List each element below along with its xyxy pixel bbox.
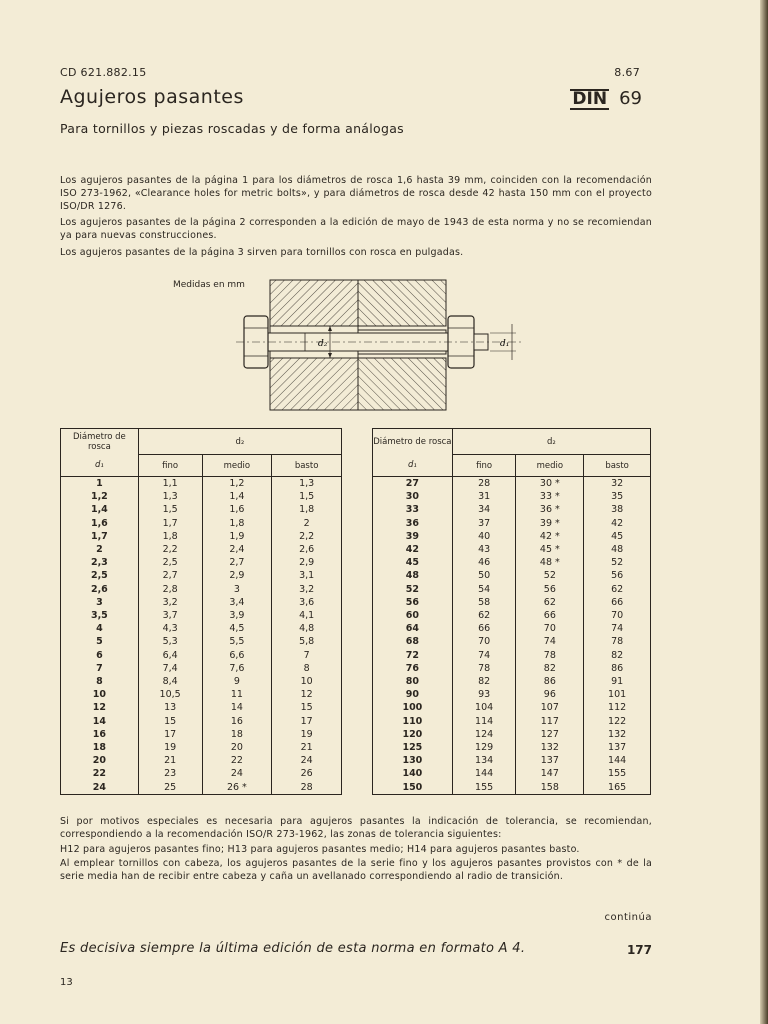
- fino-cell: 4,3: [138, 622, 202, 635]
- d2-dimension-label: d₂: [318, 339, 328, 349]
- page-edge: [760, 0, 768, 1024]
- fino-cell: 28: [452, 477, 516, 491]
- thread-diameter-cell: 2,6: [61, 583, 139, 596]
- fino-cell: 31: [452, 490, 516, 503]
- table-row: [373, 543, 651, 556]
- table-row: [61, 556, 342, 569]
- thread-diameter-cell: 3,5: [61, 609, 139, 622]
- basto-cell: 82: [584, 649, 651, 662]
- fino-cell: 58: [452, 596, 516, 609]
- thread-diameter-cell: 8: [61, 675, 139, 688]
- medio-cell: 74: [516, 635, 584, 648]
- thread-diameter-cell: 1,4: [61, 503, 139, 516]
- medio-cell: 20: [202, 741, 272, 754]
- medio-cell: 11: [202, 688, 272, 701]
- basto-cell: 10: [272, 675, 342, 688]
- thread-diameter-cell: 110: [373, 715, 453, 728]
- thread-diameter-cell: 2: [61, 543, 139, 556]
- medio-cell: 137: [516, 754, 584, 767]
- continues-label: continúa: [604, 912, 652, 923]
- basto-cell: 155: [584, 767, 651, 780]
- intro-paragraph: Los agujeros pasantes de la página 1 para los diámetros de rosca 1,6 hasta 39 mm, coinciden con la recomendación ISO 273-1962, «Clearance holes for metric bolts», y para diámetros de rosca desde 42 hasta 150 mm con el proyecto ISO/DR 1276.: [60, 175, 652, 212]
- thread-diameter-cell: 10: [61, 688, 139, 701]
- basto-cell: 101: [584, 688, 651, 701]
- thread-diameter-cell: 3: [61, 596, 139, 609]
- medio-cell: 36 *: [516, 503, 584, 516]
- page-number: 177: [626, 943, 652, 957]
- basto-cell: 45: [584, 530, 651, 543]
- thread-diameter-cell: 150: [373, 781, 453, 795]
- thread-diameter-cell: 72: [373, 649, 453, 662]
- footer-note: Es decisiva siempre la última edición de esta norma en formato A 4.: [60, 941, 526, 956]
- thread-diameter-cell: 4: [61, 622, 139, 635]
- d1-header: d₁: [373, 455, 453, 477]
- countersink-note: Al emplear tornillos con cabeza, los agujeros pasantes de la serie fino y los agujeros pasantes provistos con * de la serie media han de recibir entre cabeza y caña un avellanado correspondiendo al radio de transición.: [60, 858, 652, 882]
- basto-cell: 70: [584, 609, 651, 622]
- tolerance-note: Si por motivos especiales es necesaria para agujeros pasantes la indicación de tolerancia, se recomiendan, correspondiendo a la recomendación ISO/R 273-1962, las zonas de tolerancia siguientes:: [60, 816, 652, 840]
- basto-cell: 66: [584, 596, 651, 609]
- table-row: [373, 596, 651, 609]
- medio-cell: 30 *: [516, 477, 584, 491]
- basto-cell: 12: [272, 688, 342, 701]
- hole-table-right: [372, 428, 651, 795]
- basto-cell: 78: [584, 635, 651, 648]
- thread-diameter-cell: 27: [373, 477, 453, 491]
- medio-cell: 16: [202, 715, 272, 728]
- medio-cell: 5,5: [202, 635, 272, 648]
- thread-diameter-cell: 42: [373, 543, 453, 556]
- basto-cell: 35: [584, 490, 651, 503]
- basto-header: basto: [584, 455, 651, 477]
- medio-cell: 42 *: [516, 530, 584, 543]
- fino-cell: 93: [452, 688, 516, 701]
- thread-diameter-cell: 48: [373, 569, 453, 582]
- table-row: [61, 675, 342, 688]
- fino-cell: 124: [452, 728, 516, 741]
- table-row: [61, 715, 342, 728]
- fino-cell: 155: [452, 781, 516, 795]
- fino-cell: 1,3: [138, 490, 202, 503]
- page-title: Agujeros pasantes: [60, 86, 244, 108]
- thread-diameter-cell: 76: [373, 662, 453, 675]
- table-row: [61, 477, 342, 491]
- table-row: [373, 530, 651, 543]
- medio-header: medio: [516, 455, 584, 477]
- basto-cell: 56: [584, 569, 651, 582]
- thread-diameter-cell: 1,2: [61, 490, 139, 503]
- table-row: [61, 662, 342, 675]
- thread-diameter-cell: 39: [373, 530, 453, 543]
- basto-cell: 17: [272, 715, 342, 728]
- diam-header: Diámetro de rosca: [61, 429, 139, 455]
- basto-cell: 4,8: [272, 622, 342, 635]
- fino-cell: 74: [452, 649, 516, 662]
- table-row: [61, 767, 342, 780]
- basto-cell: 48: [584, 543, 651, 556]
- fino-cell: 70: [452, 635, 516, 648]
- table-row: [373, 622, 651, 635]
- basto-cell: 122: [584, 715, 651, 728]
- medio-cell: 2,9: [202, 569, 272, 582]
- thread-diameter-cell: 18: [61, 741, 139, 754]
- table-row: [61, 754, 342, 767]
- fino-cell: 23: [138, 767, 202, 780]
- medio-cell: 158: [516, 781, 584, 795]
- thread-diameter-cell: 7: [61, 662, 139, 675]
- fino-cell: 43: [452, 543, 516, 556]
- d2-header: d₂: [452, 429, 650, 455]
- fino-cell: 50: [452, 569, 516, 582]
- medio-cell: 147: [516, 767, 584, 780]
- table-row: [61, 583, 342, 596]
- basto-cell: 2,9: [272, 556, 342, 569]
- medio-cell: 1,9: [202, 530, 272, 543]
- din-label: [570, 88, 642, 110]
- thread-diameter-cell: 56: [373, 596, 453, 609]
- medio-cell: 1,2: [202, 477, 272, 491]
- table-row: [373, 741, 651, 754]
- fino-cell: 3,2: [138, 596, 202, 609]
- medio-cell: 39 *: [516, 517, 584, 530]
- thread-diameter-cell: 125: [373, 741, 453, 754]
- medio-cell: 107: [516, 701, 584, 714]
- fino-cell: 46: [452, 556, 516, 569]
- medio-cell: 14: [202, 701, 272, 714]
- intro-paragraph: Los agujeros pasantes de la página 3 sirven para tornillos con rosca en pulgadas.: [60, 247, 464, 258]
- medio-cell: 4,5: [202, 622, 272, 635]
- fino-cell: 10,5: [138, 688, 202, 701]
- fino-cell: 62: [452, 609, 516, 622]
- basto-cell: 32: [584, 477, 651, 491]
- fino-cell: 2,2: [138, 543, 202, 556]
- fino-cell: 134: [452, 754, 516, 767]
- table-row: [61, 728, 342, 741]
- basto-cell: 1,5: [272, 490, 342, 503]
- medio-cell: 3,9: [202, 609, 272, 622]
- medio-cell: 7,6: [202, 662, 272, 675]
- medio-cell: 86: [516, 675, 584, 688]
- fino-cell: 78: [452, 662, 516, 675]
- bolt-hole-drawing: [150, 270, 530, 420]
- fino-cell: 3,7: [138, 609, 202, 622]
- thread-diameter-cell: 24: [61, 781, 139, 795]
- table-row: [61, 569, 342, 582]
- table-row: [373, 767, 651, 780]
- medio-cell: 52: [516, 569, 584, 582]
- medio-cell: 132: [516, 741, 584, 754]
- table-row: [61, 596, 342, 609]
- thread-diameter-cell: 45: [373, 556, 453, 569]
- thread-diameter-cell: 80: [373, 675, 453, 688]
- thread-diameter-cell: 1,7: [61, 530, 139, 543]
- medio-cell: 66: [516, 609, 584, 622]
- fino-cell: 6,4: [138, 649, 202, 662]
- medio-cell: 62: [516, 596, 584, 609]
- thread-diameter-cell: 2,5: [61, 569, 139, 582]
- table-row: [61, 635, 342, 648]
- din-number: 69: [619, 88, 642, 109]
- table-row: [61, 503, 342, 516]
- basto-cell: 132: [584, 728, 651, 741]
- fino-cell: 54: [452, 583, 516, 596]
- medio-cell: 33 *: [516, 490, 584, 503]
- medio-cell: 6,6: [202, 649, 272, 662]
- table-row: [373, 517, 651, 530]
- thread-diameter-cell: 100: [373, 701, 453, 714]
- thread-diameter-cell: 140: [373, 767, 453, 780]
- medio-cell: 26 *: [202, 781, 272, 795]
- fino-cell: 5,3: [138, 635, 202, 648]
- basto-cell: 52: [584, 556, 651, 569]
- fino-cell: 1,8: [138, 530, 202, 543]
- thread-diameter-cell: 120: [373, 728, 453, 741]
- table-row: [373, 649, 651, 662]
- table-row: [373, 754, 651, 767]
- basto-cell: 165: [584, 781, 651, 795]
- table-row: [61, 517, 342, 530]
- basto-cell: 3,6: [272, 596, 342, 609]
- medio-cell: 9: [202, 675, 272, 688]
- fino-cell: 15: [138, 715, 202, 728]
- fino-cell: 40: [452, 530, 516, 543]
- table-row: [373, 662, 651, 675]
- fino-cell: 2,8: [138, 583, 202, 596]
- cdu-code: CD 621.882.15: [60, 66, 147, 79]
- table-row: [373, 503, 651, 516]
- medio-cell: 18: [202, 728, 272, 741]
- medio-cell: 24: [202, 767, 272, 780]
- fino-cell: 21: [138, 754, 202, 767]
- basto-cell: 3,1: [272, 569, 342, 582]
- medio-cell: 82: [516, 662, 584, 675]
- drawing-units-label: Medidas en mm: [173, 280, 245, 290]
- thread-diameter-cell: 33: [373, 503, 453, 516]
- intro-paragraph: Los agujeros pasantes de la página 2 corresponden a la edición de mayo de 1943 de esta norma y no se recomiendan ya para nuevas construcciones.: [60, 217, 652, 241]
- medio-cell: 2,4: [202, 543, 272, 556]
- medio-cell: 78: [516, 649, 584, 662]
- table-row: [61, 609, 342, 622]
- tolerance-zones-note: H12 para agujeros pasantes fino; H13 para agujeros pasantes medio; H14 para agujeros pasantes basto.: [60, 844, 580, 855]
- basto-cell: 8: [272, 662, 342, 675]
- basto-cell: 21: [272, 741, 342, 754]
- table-row: [373, 477, 651, 491]
- thread-diameter-cell: 1,6: [61, 517, 139, 530]
- sheet-number: 8.67: [614, 66, 640, 79]
- page-subtitle: Para tornillos y piezas roscadas y de forma análogas: [60, 121, 404, 136]
- table-row: [61, 543, 342, 556]
- thread-diameter-cell: 68: [373, 635, 453, 648]
- basto-cell: 3,2: [272, 583, 342, 596]
- basto-cell: 26: [272, 767, 342, 780]
- thread-diameter-cell: 36: [373, 517, 453, 530]
- medio-cell: 56: [516, 583, 584, 596]
- medio-cell: 3: [202, 583, 272, 596]
- thread-diameter-cell: 90: [373, 688, 453, 701]
- table-row: [61, 649, 342, 662]
- table-row: [373, 635, 651, 648]
- table-row: [373, 490, 651, 503]
- bottom-number: 13: [60, 977, 73, 988]
- table-row: [373, 583, 651, 596]
- fino-cell: 104: [452, 701, 516, 714]
- basto-cell: 74: [584, 622, 651, 635]
- medio-cell: 3,4: [202, 596, 272, 609]
- thread-diameter-cell: 6: [61, 649, 139, 662]
- thread-diameter-cell: 12: [61, 701, 139, 714]
- basto-cell: 15: [272, 701, 342, 714]
- table-row: [61, 530, 342, 543]
- fino-cell: 7,4: [138, 662, 202, 675]
- thread-diameter-cell: 130: [373, 754, 453, 767]
- table-row: [61, 781, 342, 795]
- thread-diameter-cell: 20: [61, 754, 139, 767]
- table-row: [373, 701, 651, 714]
- fino-cell: 66: [452, 622, 516, 635]
- fino-cell: 19: [138, 741, 202, 754]
- thread-diameter-cell: 1: [61, 477, 139, 491]
- table-row: [61, 622, 342, 635]
- table-row: [61, 688, 342, 701]
- table-row: [373, 569, 651, 582]
- fino-cell: 2,5: [138, 556, 202, 569]
- basto-cell: 2,2: [272, 530, 342, 543]
- basto-cell: 2: [272, 517, 342, 530]
- basto-cell: 42: [584, 517, 651, 530]
- fino-cell: 34: [452, 503, 516, 516]
- medio-cell: 45 *: [516, 543, 584, 556]
- d2-header: d₂: [138, 429, 341, 455]
- medio-header: medio: [202, 455, 272, 477]
- basto-cell: 38: [584, 503, 651, 516]
- diam-header: Diámetro de rosca: [373, 429, 453, 455]
- table-row: [373, 609, 651, 622]
- table-row: [373, 728, 651, 741]
- basto-cell: 112: [584, 701, 651, 714]
- fino-cell: 1,7: [138, 517, 202, 530]
- medio-cell: 2,7: [202, 556, 272, 569]
- fino-cell: 17: [138, 728, 202, 741]
- thread-diameter-cell: 16: [61, 728, 139, 741]
- fino-cell: 82: [452, 675, 516, 688]
- thread-diameter-cell: 14: [61, 715, 139, 728]
- basto-cell: 62: [584, 583, 651, 596]
- medio-cell: 127: [516, 728, 584, 741]
- fino-cell: 8,4: [138, 675, 202, 688]
- basto-cell: 86: [584, 662, 651, 675]
- medio-cell: 70: [516, 622, 584, 635]
- medio-cell: 117: [516, 715, 584, 728]
- basto-cell: 24: [272, 754, 342, 767]
- table-row: [373, 688, 651, 701]
- fino-cell: 144: [452, 767, 516, 780]
- medio-cell: 48 *: [516, 556, 584, 569]
- fino-cell: 25: [138, 781, 202, 795]
- table-row: [61, 701, 342, 714]
- fino-header: fino: [138, 455, 202, 477]
- basto-cell: 2,6: [272, 543, 342, 556]
- basto-cell: 5,8: [272, 635, 342, 648]
- basto-cell: 144: [584, 754, 651, 767]
- table-row: [373, 781, 651, 795]
- thread-diameter-cell: 30: [373, 490, 453, 503]
- basto-cell: 1,3: [272, 477, 342, 491]
- thread-diameter-cell: 22: [61, 767, 139, 780]
- fino-cell: 37: [452, 517, 516, 530]
- basto-cell: 91: [584, 675, 651, 688]
- thread-diameter-cell: 2,3: [61, 556, 139, 569]
- basto-cell: 1,8: [272, 503, 342, 516]
- basto-cell: 7: [272, 649, 342, 662]
- table-row: [373, 715, 651, 728]
- table-row: [61, 741, 342, 754]
- basto-cell: 28: [272, 781, 342, 795]
- medio-cell: 22: [202, 754, 272, 767]
- hole-table-left: [60, 428, 342, 795]
- table-row: [373, 556, 651, 569]
- basto-cell: 137: [584, 741, 651, 754]
- fino-cell: 2,7: [138, 569, 202, 582]
- basto-header: basto: [272, 455, 342, 477]
- thread-diameter-cell: 5: [61, 635, 139, 648]
- medio-cell: 1,6: [202, 503, 272, 516]
- medio-cell: 1,8: [202, 517, 272, 530]
- d1-header: d₁: [61, 455, 139, 477]
- fino-cell: 13: [138, 701, 202, 714]
- fino-cell: 1,1: [138, 477, 202, 491]
- table-row: [373, 675, 651, 688]
- table-row: [61, 490, 342, 503]
- basto-cell: 19: [272, 728, 342, 741]
- fino-cell: 114: [452, 715, 516, 728]
- thread-diameter-cell: 60: [373, 609, 453, 622]
- medio-cell: 96: [516, 688, 584, 701]
- fino-header: fino: [452, 455, 516, 477]
- basto-cell: 4,1: [272, 609, 342, 622]
- thread-diameter-cell: 64: [373, 622, 453, 635]
- din-word: DIN: [572, 89, 608, 109]
- fino-cell: 129: [452, 741, 516, 754]
- fino-cell: 1,5: [138, 503, 202, 516]
- medio-cell: 1,4: [202, 490, 272, 503]
- d1-dimension-label: d₁: [500, 339, 510, 349]
- thread-diameter-cell: 52: [373, 583, 453, 596]
